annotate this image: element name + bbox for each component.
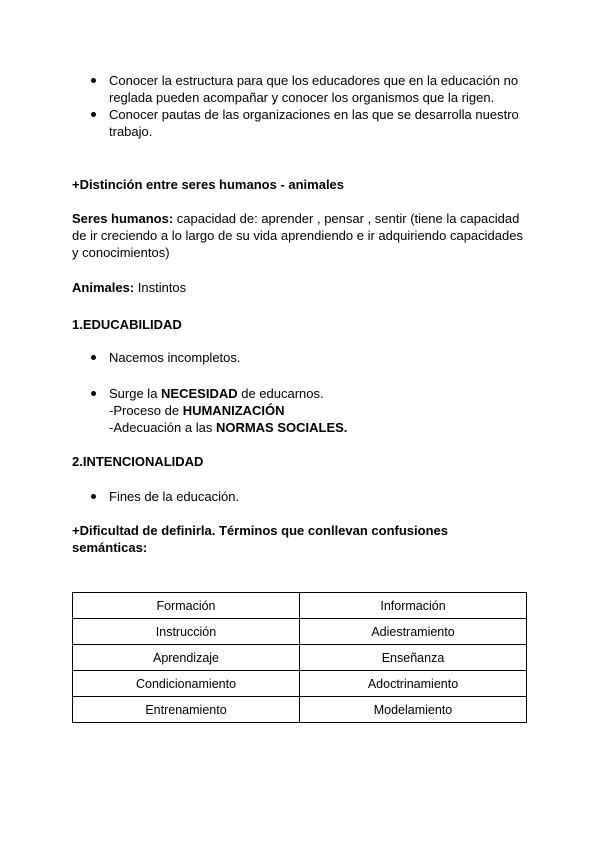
table-cell: Enseñanza [300,645,527,671]
animales-text: Instintos [134,280,187,295]
animales-paragraph [72,279,532,296]
table-row [73,671,527,697]
educabilidad-heading: 1.EDUCABILIDAD [72,317,182,332]
intencionalidad-bullet-list [89,488,529,505]
dificultad-heading: +Dificultad de definirla. Términos que conllevan confusiones semánticas: [72,523,448,555]
list-item [89,385,529,436]
seres-humanos-text: capacidad de: aprender , pensar , sentir (tiene la capacidad de ir creciendo a lo largo de su vida aprendiendo e ir adquiriendo capacidades y conocimientos) [72,211,523,260]
seres-humanos-paragraph [72,210,532,261]
educabilidad-bullet-list [89,349,529,366]
necesidad-bullet-list [89,385,529,436]
necesidad-bold: NECESIDAD [161,386,238,401]
table-cell: Instrucción [73,619,300,645]
list-item: Nacemos incompletos. [89,349,529,366]
normas-bold: NORMAS SOCIALES. [215,420,348,435]
table-cell: Adoctrinamiento [300,671,527,697]
animales-label: Animales: [72,280,135,295]
terms-table [72,592,527,723]
table-row [73,593,527,619]
list-item: Conocer pautas de las organizaciones en las que se desarrolla nuestro trabajo. [89,106,529,140]
table-row [73,645,527,671]
intencionalidad-heading: 2.INTENCIONALIDAD [72,454,204,469]
table-cell: Formación [73,593,300,619]
distincion-heading: +Distinción entre seres humanos - animales [72,177,345,192]
table-cell: Modelamiento [300,697,527,723]
table-row [73,697,527,723]
list-item: Conocer la estructura para que los educadores que en la educación no reglada pueden acompañar y conocer los organismos que la rigen. [89,72,529,106]
normas-pre: -Adecuación a las [109,420,216,435]
necesidad-pre: Surge la [109,386,162,401]
table-row [73,619,527,645]
table-cell: Información [300,593,527,619]
table-cell: Aprendizaje [73,645,300,671]
intro-bullet-list [89,72,529,140]
table-cell: Adiestramiento [300,619,527,645]
necesidad-post: de educarnos. [237,386,324,401]
table-cell: Condicionamiento [73,671,300,697]
list-item: Fines de la educación. [89,488,529,505]
humanizacion-pre: -Proceso de [109,403,183,418]
table-cell: Entrenamiento [73,697,300,723]
humanizacion-bold: HUMANIZACIÓN [182,403,285,418]
seres-humanos-label: Seres humanos: [72,211,174,226]
